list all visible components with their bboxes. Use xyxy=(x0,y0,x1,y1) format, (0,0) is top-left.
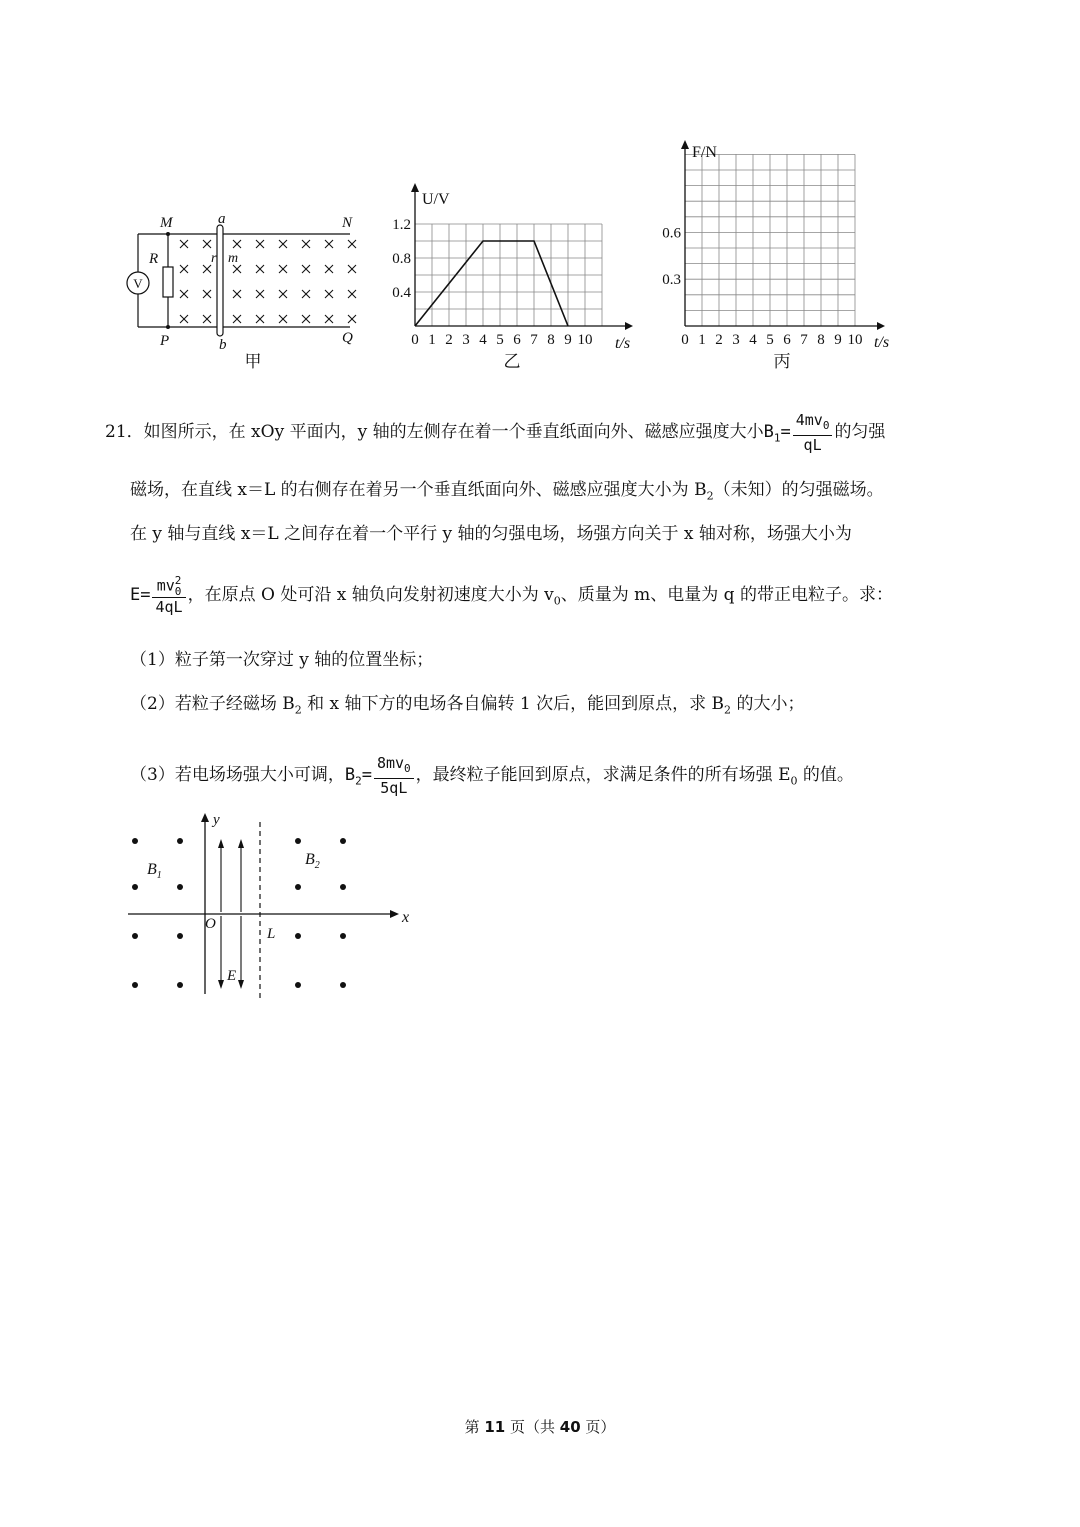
field-cross-icon xyxy=(256,265,264,273)
figure-bing-chart xyxy=(645,135,910,380)
field-cross-icon xyxy=(302,315,310,323)
field-cross-icon xyxy=(325,315,333,323)
field-cross-icon xyxy=(180,240,188,248)
label-O: O xyxy=(205,916,216,932)
field-cross-icon xyxy=(348,240,356,248)
x-axis-arrow-icon xyxy=(625,322,633,330)
field-dot-icon xyxy=(132,933,138,939)
label-P: P xyxy=(160,333,170,349)
field-dot-icon xyxy=(340,884,346,890)
caption-yi: 乙 xyxy=(503,352,521,371)
field-cross-icon xyxy=(256,240,264,248)
field-cross-icon xyxy=(233,290,241,298)
field-cross-icon xyxy=(325,290,333,298)
field-dot-icon xyxy=(177,982,183,988)
field-dot-icon xyxy=(295,933,301,939)
field-cross-icon xyxy=(203,240,211,248)
field-cross-icon xyxy=(203,290,211,298)
label-b: b xyxy=(219,337,227,353)
chart-series-line xyxy=(415,241,568,326)
caption-bing: 丙 xyxy=(773,352,791,371)
figure-field-diagram xyxy=(120,808,430,1003)
x-tick-label: 2 xyxy=(715,332,723,348)
field-cross-icon xyxy=(180,315,188,323)
field-dot-icon xyxy=(295,838,301,844)
x-tick-label: 1 xyxy=(428,332,436,348)
field-dot-icon xyxy=(295,982,301,988)
x-tick-labels xyxy=(411,332,592,348)
chart-grid xyxy=(685,154,855,326)
arrow-up-icon xyxy=(238,839,244,848)
arrow-up-icon xyxy=(218,839,224,848)
label-Q: Q xyxy=(342,330,353,346)
arrow-down-icon xyxy=(218,980,224,989)
label-m: m xyxy=(228,251,239,266)
x-tick-label: 1 xyxy=(698,332,706,348)
y-tick-labels xyxy=(392,217,411,301)
y-axis-label: F/N xyxy=(692,144,717,161)
page-footer: 第 11 页（共 40 页） xyxy=(464,1418,616,1436)
field-dot-icon xyxy=(132,884,138,890)
field-cross-icon xyxy=(180,265,188,273)
label-B1: $B_1$ xyxy=(147,861,162,881)
y-axis-arrow-icon xyxy=(411,183,419,192)
question-2: （2）若粒子经磁场 $B_2$ 和 x 轴下方的电场各自偏转 1 次后，能回到原点，求 $B_2$ 的大小； xyxy=(130,694,805,717)
y-axis-arrow-icon xyxy=(681,140,689,149)
x-axis-label: t/s xyxy=(615,335,631,352)
x-tick-label: 3 xyxy=(462,332,470,348)
field-cross-icon xyxy=(348,315,356,323)
field-cross-icon xyxy=(279,240,287,248)
x-tick-labels xyxy=(681,332,862,348)
field-cross-icon xyxy=(302,265,310,273)
y-tick-labels xyxy=(662,225,681,288)
page-number: 11 xyxy=(484,1418,506,1436)
chart-grid xyxy=(415,224,602,326)
question-1: （1）粒子第一次穿过 y 轴的位置坐标； xyxy=(130,650,434,670)
problem-line-1 xyxy=(105,411,885,454)
caption-jia: 甲 xyxy=(244,352,262,371)
label-E: E xyxy=(227,968,237,984)
field-cross-icon xyxy=(233,265,241,273)
field-cross-icon xyxy=(203,315,211,323)
label-L: L xyxy=(267,926,276,942)
arrow-down-icon xyxy=(238,980,244,989)
figure-yi-chart xyxy=(375,180,640,380)
x-tick-label: 10 xyxy=(847,332,863,348)
x-tick-label: 9 xyxy=(564,332,572,348)
rod-ab xyxy=(217,225,223,336)
field-dot-icon xyxy=(177,838,183,844)
x-axis-arrow-icon xyxy=(877,322,885,330)
x-tick-label: 8 xyxy=(547,332,555,348)
field-cross-icon xyxy=(348,265,356,273)
voltmeter-label: V xyxy=(133,276,143,291)
x-tick-label: 5 xyxy=(766,332,774,348)
y-axis-arrow-icon xyxy=(201,813,209,822)
field-cross-icon xyxy=(233,315,241,323)
y-tick-label: 0.6 xyxy=(662,225,681,242)
x-tick-label: 4 xyxy=(749,332,757,348)
field-cross-icon xyxy=(302,240,310,248)
b1-symbol: $B_1=$ xyxy=(763,422,791,445)
x-tick-label: 7 xyxy=(800,332,808,348)
field-cross-icon xyxy=(256,290,264,298)
y-tick-label: 0.3 xyxy=(662,272,681,289)
field-dot-icon xyxy=(340,838,346,844)
label-N: N xyxy=(342,215,353,231)
label-R: R xyxy=(149,251,159,267)
x-tick-label: 5 xyxy=(496,332,504,348)
problem-text-1b: 的匀强 xyxy=(834,422,886,442)
x-tick-label: 6 xyxy=(513,332,521,348)
field-cross-icon xyxy=(302,290,310,298)
label-M: M xyxy=(160,215,173,231)
y-axis-label: U/V xyxy=(422,191,450,208)
page-total: 40 xyxy=(559,1418,581,1436)
label-B2: $B_2$ xyxy=(305,851,320,871)
x-tick-label: 3 xyxy=(732,332,740,348)
problem-number: 21． xyxy=(105,422,144,442)
field-cross-icon xyxy=(279,265,287,273)
field-dot-icon xyxy=(340,933,346,939)
field-cross-icon xyxy=(233,240,241,248)
problem-text-1a: 如图所示，在 xOy 平面内，y 轴的左侧存在着一个垂直纸面向外、磁感应强度大小 xyxy=(143,422,764,442)
x-tick-label: 10 xyxy=(577,332,593,348)
x-tick-label: 7 xyxy=(530,332,538,348)
field-cross-icon xyxy=(256,315,264,323)
problem-line-2: 磁场，在直线 x＝L 的右侧存在着另一个垂直纸面向外、磁感应强度大小为 $B_2$（未知）的匀强磁场。 xyxy=(130,480,884,503)
y-tick-label: 1.2 xyxy=(392,217,411,233)
x-axis-arrow-icon xyxy=(390,910,399,918)
x-tick-label: 8 xyxy=(817,332,825,348)
x-tick-label: 0 xyxy=(681,332,689,348)
b2-fraction: $\frac{8mv_0}{5qL}$ xyxy=(374,754,414,797)
x-tick-label: 4 xyxy=(479,332,487,348)
field-cross-icon xyxy=(180,290,188,298)
label-y: y xyxy=(213,812,220,828)
x-tick-label: 6 xyxy=(783,332,791,348)
b2-symbol: $B_2=$ xyxy=(344,765,372,788)
label-a: a xyxy=(218,211,226,227)
field-cross-icon xyxy=(279,315,287,323)
label-x: x xyxy=(402,909,410,926)
x-tick-label: 2 xyxy=(445,332,453,348)
field-dot-icon xyxy=(295,884,301,890)
resistor-R xyxy=(163,267,173,297)
y-tick-label: 0.8 xyxy=(392,251,411,267)
field-cross-icon xyxy=(203,265,211,273)
problem-line-4: E= mv2 0 4qL ，在原点 O 处可沿 x 轴负向发射初速度大小为 $v_0$、质量为 m、电量为 q 的带正电粒子。求： xyxy=(130,574,893,616)
field-dot-icon xyxy=(177,884,183,890)
field-cross-icon xyxy=(279,290,287,298)
x-tick-label: 9 xyxy=(834,332,842,348)
field-dot-icon xyxy=(340,982,346,988)
field-dot-icon xyxy=(132,838,138,844)
problem-line-3: 在 y 轴与直线 x＝L 之间存在着一个平行 y 轴的匀强电场，场强方向关于 x 轴对称，场强大小为 xyxy=(130,524,852,544)
field-dot-icon xyxy=(132,982,138,988)
field-cross-icon xyxy=(325,265,333,273)
e-fraction: mv2 0 4qL xyxy=(152,575,185,616)
question-3: （3）若电场场强大小可调，$B_2=$ $\frac{8mv_0}{5qL}$ ，最终粒子能回到原点，求满足条件的所有场强 $E_0$ 的值。 xyxy=(130,754,854,797)
e-symbol: E= xyxy=(130,585,151,605)
x-axis-label: t/s xyxy=(874,334,890,351)
field-dot-icon xyxy=(177,933,183,939)
figure-jia xyxy=(120,205,370,380)
b1-fraction: $\frac{4mv_0}{qL}$ xyxy=(793,411,833,454)
field-cross-icon xyxy=(348,290,356,298)
magnetic-field-crosses xyxy=(180,240,356,323)
label-r: r xyxy=(211,251,217,266)
y-tick-label: 0.4 xyxy=(392,285,411,301)
field-cross-icon xyxy=(325,240,333,248)
x-tick-label: 0 xyxy=(411,332,419,348)
